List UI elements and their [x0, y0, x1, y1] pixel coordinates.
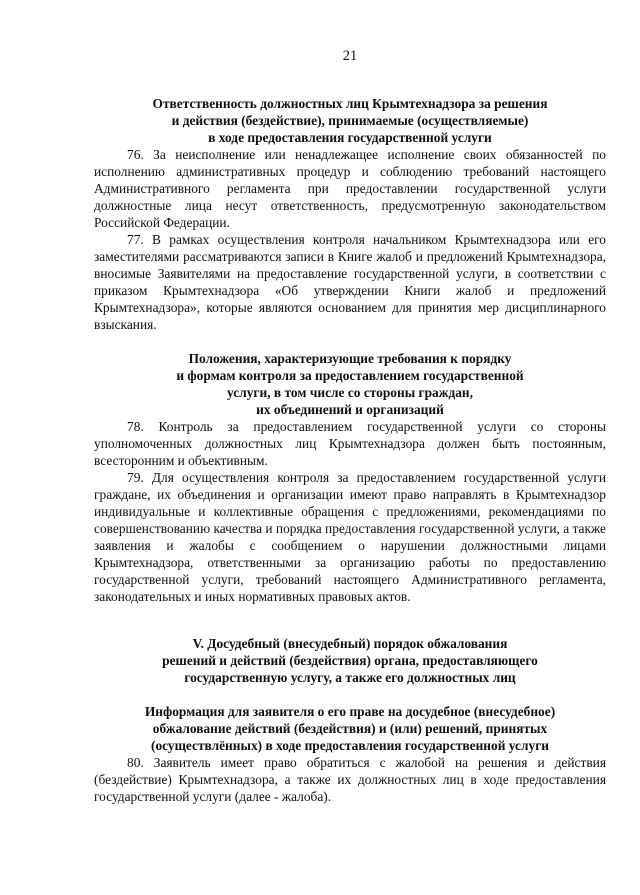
heading-line: и формам контроля за предоставлением государственной: [176, 368, 524, 383]
paragraph-79: 79. Для осуществления контроля за предоставлением государственной услуги граждане, их объединения и организации имеют право направлять в Крымтехнадзор индивидуальные и коллективные обращения с предложениями, рекомендациями по совершенствованию качества и порядка предоставления государственной услуги, а также заявления и жалобы с сообщением о нарушении должностными лицами Крымтехнадзора, ответственными за организацию работы по предоставлению государственной услуги, требований настоящего Административного регламента, законодательных и иных нормативных правовых актов.: [94, 470, 606, 604]
page-number: 21: [342, 48, 358, 64]
paragraph-80: 80. Заявитель имеет право обратиться с жалобой на решения и действия (бездействие) Крымтехнадзора, а также их должностных лиц в ходе предоставления государственной услуги (далее - жалоба).: [94, 755, 606, 804]
heading-line: (осуществлённых) в ходе предоставления государственной услуги: [151, 738, 549, 753]
heading-line: Положения, характеризующие требования к порядку: [188, 351, 512, 366]
heading-line: Ответственность должностных лиц Крымтехнадзора за решения: [152, 96, 548, 111]
heading-line: услуги, в том числе со стороны граждан,: [227, 385, 473, 400]
paragraph-78: 78. Контроль за предоставлением государственной услуги со стороны уполномоченных должностных лиц Крымтехнадзора должен быть постоянным, всесторонним и объективным.: [94, 419, 606, 468]
heading-line: Информация для заявителя о его праве на досудебное (внесудебное): [144, 704, 556, 719]
heading-line: государственную услугу, а также его должностных лиц: [184, 670, 516, 685]
heading-line: и действия (бездействие), принимаемые (осуществляемые): [171, 113, 529, 128]
section-heading-appeal-right-info: [94, 703, 606, 754]
heading-line: V. Досудебный (внесудебный) порядок обжалования: [192, 636, 508, 651]
heading-line: обжалование действий (бездействия) и (или) решений, принятых: [152, 721, 548, 736]
heading-line: их объединений и организаций: [256, 402, 444, 417]
section-heading-control-requirements: [94, 350, 606, 418]
section-heading-responsibility: [94, 95, 606, 146]
paragraph-77: 77. В рамках осуществления контроля начальником Крымтехнадзора или его заместителями рассматриваются записи в Книге жалоб и предложений Крымтехнадзора, вносимые Заявителями на предоставление государственной услуги, в соответствии с приказом Крымтехнадзора «Об утверждении Книги жалоб и предложений Крымтехнадзора», которые являются основанием для принятия мер дисциплинарного взыскания.: [94, 232, 606, 332]
section-heading-appeal-procedure: [94, 635, 606, 686]
heading-line: в ходе предоставления государственной услуги: [208, 130, 492, 145]
heading-line: решений и действий (бездействия) органа, предоставляющего: [162, 653, 538, 668]
paragraph-76: 76. За неисполнение или ненадлежащее исполнение своих обязанностей по исполнению административных процедур и соблюдению требований настоящего Административного регламента при предоставлении государственной услуги должностные лица несут ответственность, предусмотренную законодательством Российской Федерации.: [94, 147, 606, 230]
